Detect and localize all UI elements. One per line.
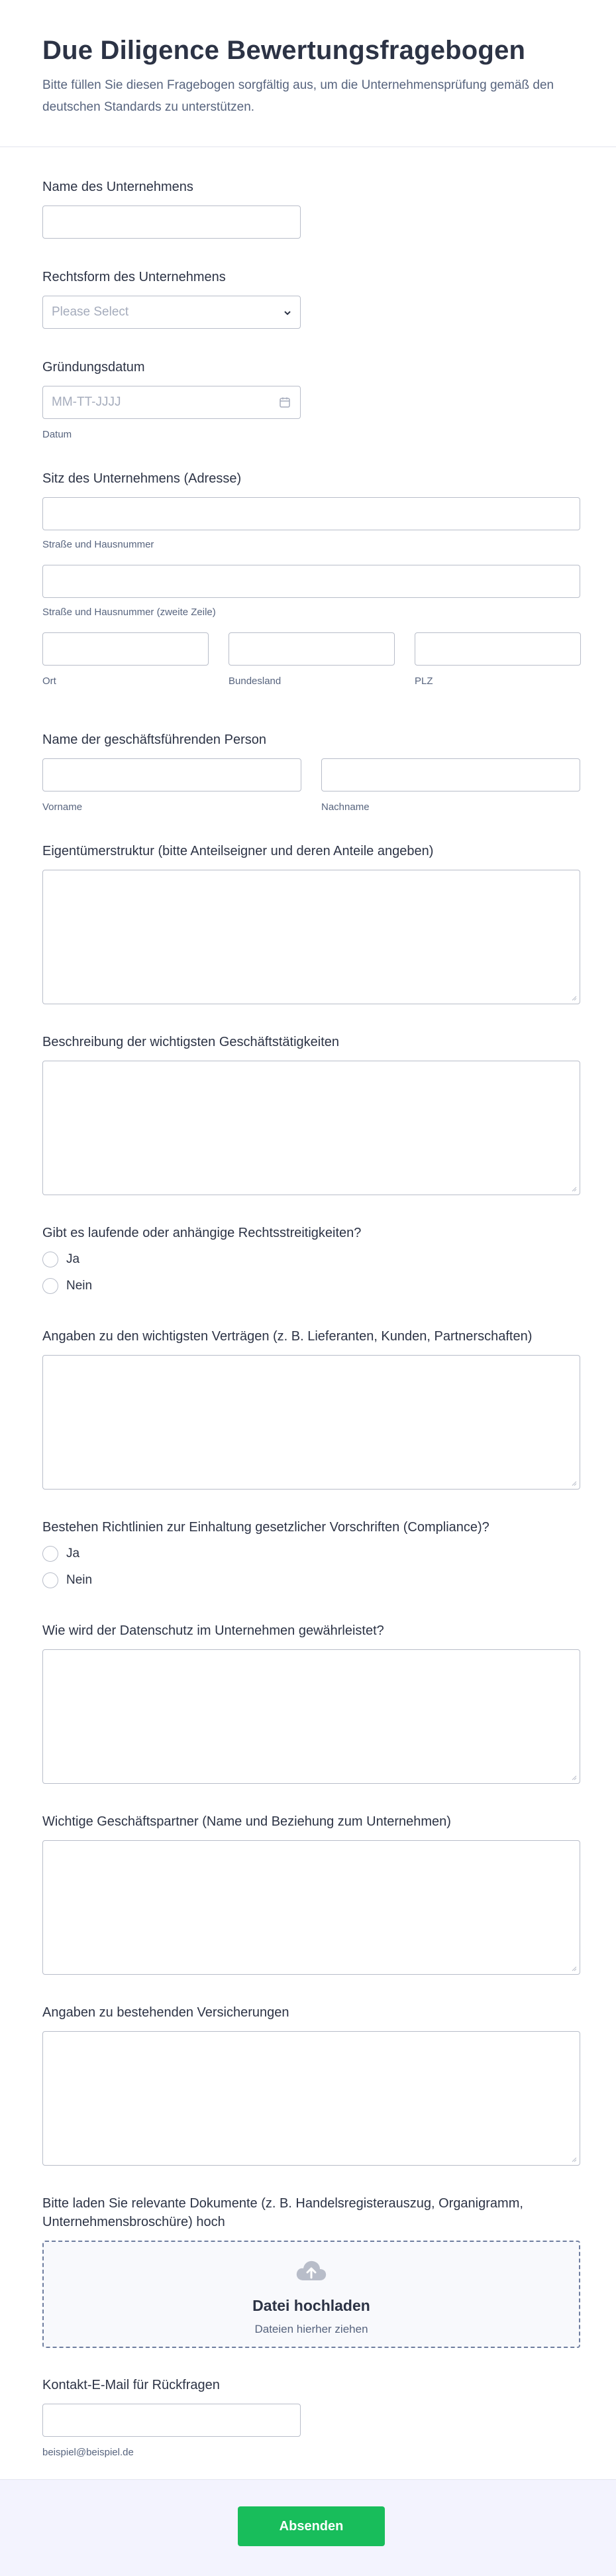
street-sublabel: Straße und Hausnummer bbox=[42, 539, 154, 550]
activities-textarea[interactable] bbox=[42, 1061, 580, 1195]
legal-form-label: Rechtsform des Unternehmens bbox=[42, 270, 226, 284]
founding-date-field bbox=[42, 358, 301, 441]
compliance-option-ja[interactable] bbox=[42, 1541, 489, 1567]
radio-label: Nein bbox=[66, 1573, 93, 1587]
legal-form-placeholder: Please Select bbox=[52, 305, 129, 319]
radio-button[interactable] bbox=[42, 1278, 58, 1294]
radio-label: Nein bbox=[66, 1279, 93, 1293]
partners-label: Wichtige Geschäftspartner (Name und Beziehung zum Unternehmen) bbox=[42, 1814, 451, 1829]
submit-button[interactable]: Absenden bbox=[238, 2506, 385, 2546]
street2-input[interactable] bbox=[42, 565, 580, 598]
upload-subtitle: Dateien hierher ziehen bbox=[254, 2323, 368, 2335]
email-label: Kontakt-E-Mail für Rückfragen bbox=[42, 2378, 220, 2392]
contracts-field bbox=[42, 1327, 580, 1490]
street2-sublabel: Straße und Hausnummer (zweite Zeile) bbox=[42, 607, 216, 618]
address-label: Sitz des Unternehmens (Adresse) bbox=[42, 471, 242, 486]
resize-handle-icon[interactable] bbox=[570, 1774, 577, 1781]
radio-label: Ja bbox=[66, 1252, 80, 1266]
litigation-field bbox=[42, 1224, 361, 1299]
founding-date-label: Gründungsdatum bbox=[42, 360, 145, 375]
legal-form-field bbox=[42, 268, 301, 329]
litigation-option-nein[interactable] bbox=[42, 1273, 361, 1299]
resize-handle-icon[interactable] bbox=[570, 1185, 577, 1192]
data-protection-field bbox=[42, 1621, 580, 1784]
compliance-label: Bestehen Richtlinien zur Einhaltung gesetzlicher Vorschriften (Compliance)? bbox=[42, 1520, 489, 1535]
insurance-field bbox=[42, 2003, 580, 2166]
radio-label: Ja bbox=[66, 1547, 80, 1560]
city-sublabel: Ort bbox=[42, 675, 56, 687]
ownership-field bbox=[42, 842, 580, 1004]
ownership-textarea[interactable] bbox=[42, 870, 580, 1004]
address-field bbox=[42, 469, 580, 688]
resize-handle-icon[interactable] bbox=[570, 1480, 577, 1486]
state-input[interactable] bbox=[229, 632, 395, 666]
managing-person-label: Name der geschäftsführenden Person bbox=[42, 732, 266, 747]
radio-button[interactable] bbox=[42, 1546, 58, 1562]
insurance-textarea[interactable] bbox=[42, 2031, 580, 2166]
compliance-field bbox=[42, 1518, 489, 1594]
zip-sublabel: PLZ bbox=[415, 675, 433, 687]
last-name-sublabel: Nachname bbox=[321, 801, 370, 813]
company-name-field bbox=[42, 178, 301, 239]
ownership-label: Eigentümerstruktur (bitte Anteilseigner und deren Anteile angeben) bbox=[42, 844, 434, 858]
zip-input[interactable] bbox=[415, 632, 581, 666]
email-input[interactable] bbox=[42, 2404, 301, 2437]
legal-form-select[interactable] bbox=[42, 296, 301, 329]
state-sublabel: Bundesland bbox=[229, 675, 282, 687]
resize-handle-icon[interactable] bbox=[570, 2156, 577, 2162]
contracts-textarea[interactable] bbox=[42, 1355, 580, 1490]
documents-field bbox=[42, 2194, 580, 2348]
compliance-option-nein[interactable] bbox=[42, 1567, 489, 1594]
first-name-input[interactable] bbox=[42, 758, 301, 791]
form-footer bbox=[0, 2479, 616, 2576]
last-name-input[interactable] bbox=[321, 758, 580, 791]
file-upload-dropzone[interactable] bbox=[42, 2241, 580, 2348]
resize-handle-icon[interactable] bbox=[570, 994, 577, 1001]
founding-date-sublabel: Datum bbox=[42, 429, 72, 440]
calendar-icon[interactable] bbox=[279, 396, 291, 408]
radio-button[interactable] bbox=[42, 1572, 58, 1588]
data-protection-label: Wie wird der Datenschutz im Unternehmen gewährleistet? bbox=[42, 1623, 384, 1638]
founding-date-placeholder: MM-TT-JJJJ bbox=[52, 395, 121, 409]
form-description: Bitte füllen Sie diesen Fragebogen sorgfältig aus, um die Unternehmensprüfung gemäß den deutschen Standards zu unterstützen. bbox=[42, 78, 554, 114]
radio-button[interactable] bbox=[42, 1252, 58, 1267]
company-name-input[interactable] bbox=[42, 205, 301, 239]
data-protection-textarea[interactable] bbox=[42, 1649, 580, 1784]
street-input[interactable] bbox=[42, 497, 580, 530]
cloud-upload-icon bbox=[294, 2258, 329, 2284]
documents-label: Bitte laden Sie relevante Dokumente (z. B. Handelsregisterauszug, Organigramm, Unternehmensbroschüre) hoch bbox=[42, 2196, 523, 2229]
litigation-label: Gibt es laufende oder anhängige Rechtsstreitigkeiten? bbox=[42, 1226, 362, 1240]
partners-textarea[interactable] bbox=[42, 1840, 580, 1975]
partners-field bbox=[42, 1812, 580, 1975]
activities-field bbox=[42, 1033, 580, 1195]
chevron-down-icon bbox=[283, 308, 292, 318]
first-name-sublabel: Vorname bbox=[42, 801, 83, 813]
resize-handle-icon[interactable] bbox=[570, 1965, 577, 1971]
city-input[interactable] bbox=[42, 632, 209, 666]
email-field bbox=[42, 2376, 301, 2459]
litigation-option-ja[interactable] bbox=[42, 1246, 361, 1273]
upload-title: Datei hochladen bbox=[252, 2297, 370, 2314]
insurance-label: Angaben zu bestehenden Versicherungen bbox=[42, 2005, 289, 2020]
managing-person-field bbox=[42, 731, 580, 814]
contracts-label: Angaben zu den wichtigsten Verträgen (z. B. Lieferanten, Kunden, Partnerschaften) bbox=[42, 1329, 533, 1344]
email-sublabel: beispiel@beispiel.de bbox=[42, 2447, 134, 2458]
company-name-label: Name des Unternehmens bbox=[42, 180, 193, 194]
form-header bbox=[0, 0, 616, 147]
founding-date-input[interactable] bbox=[42, 386, 301, 419]
form-title: Due Diligence Bewertungsfragebogen bbox=[42, 36, 526, 65]
activities-label: Beschreibung der wichtigsten Geschäftstätigkeiten bbox=[42, 1035, 340, 1049]
